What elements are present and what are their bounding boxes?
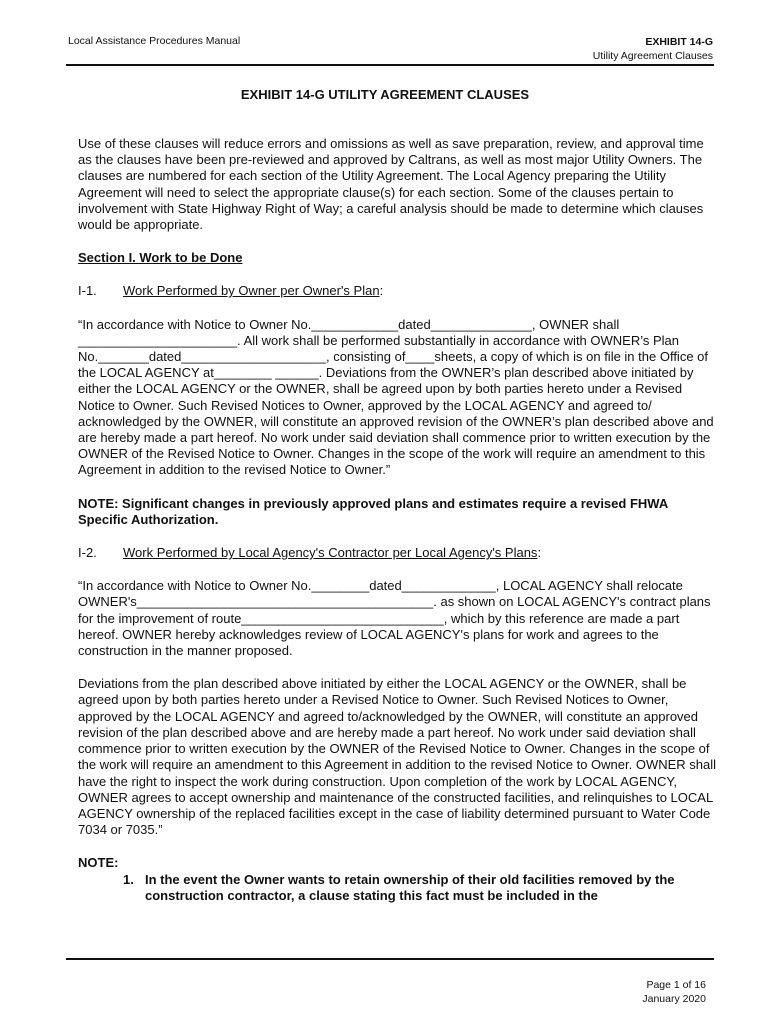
clause-title-wrap <box>123 545 541 561</box>
footer-divider <box>66 958 714 960</box>
note-item-number: 1. <box>123 871 134 887</box>
page-footer <box>642 978 706 1006</box>
manual-title: Local Assistance Procedures Manual <box>68 35 241 47</box>
clause-title: Work Performed by Owner per Owner's Plan <box>123 283 380 299</box>
clause-title-wrap <box>123 283 383 299</box>
clause-title-suffix: : <box>379 283 384 299</box>
running-header <box>593 35 713 63</box>
section-heading: Section I. Work to be Done <box>78 250 243 266</box>
page-title: EXHIBIT 14-G UTILITY AGREEMENT CLAUSES <box>240 87 530 102</box>
note-item-text: In the event the Owner wants to retain ownership of their old facilities removed by the construction contractor, a clause stating this fact must be included in the <box>145 871 675 903</box>
document-body <box>78 136 720 904</box>
intro-paragraph: Use of these clauses will reduce errors and omissions as well as save preparation, review, and approval time as the clauses have been pre-reviewed and approved by Caltrans, as well as most major Utility Owners. The clauses are numbered for each section of the Utility Agreement. The Local Agency preparing the Utility Agreement will need to select the appropriate clause(s) for each section. Some of the clauses pertain to involvement with State Highway Right of Way; a careful analysis should be made to determine which clauses would be appropriate. <box>78 136 704 233</box>
clause-paragraph: “In accordance with Notice to Owner No.________dated_____________, LOCAL AGENCY shall relocate OWNER's_________________________________________. as shown on LOCAL AGENCY's contract plans for the improvement of route____________________________, which by this reference are made a part hereof. OWNER hereby acknowledges review of LOCAL AGENCY's plans for work and agrees to the construction in the manner proposed. <box>78 578 711 659</box>
clause-heading-i-1 <box>78 283 720 299</box>
clause-title: Work Performed by Local Agency's Contractor per Local Agency's Plans <box>123 545 538 561</box>
clause-number: I-1. <box>78 283 97 299</box>
note-list-item <box>123 872 720 904</box>
clause-number: I-2. <box>78 545 97 561</box>
note-label: NOTE: <box>78 855 119 871</box>
page-number: Page 1 of 16 <box>646 979 706 991</box>
revision-date: January 2020 <box>642 993 706 1005</box>
clause-note: NOTE: Significant changes in previously approved plans and estimates require a revised FHWA Specific Authorization. <box>78 495 668 527</box>
exhibit-label: EXHIBIT 14-G <box>645 36 713 48</box>
clause-heading-i-2 <box>78 545 720 561</box>
header-divider <box>66 64 714 66</box>
clause-title-suffix: : <box>537 545 542 561</box>
clause-paragraph: “In accordance with Notice to Owner No.____________dated______________, OWNER shall ______________________. All work shall be performed substantially in accordance with OWNER’s Plan No._______dated____________________, consisting of____sheets, a copy of which is on file in the Office of the LOCAL AGENCY at________ ______. Deviations from the OWNER’s plan described above initiated by either the LOCAL AGENCY or the OWNER, shall be agreed upon by both parties hereto under a Revised Notice to Owner. Such Revised Notices to Owner, approved by the LOCAL AGENCY and agreed to/ acknowledged by the OWNER, will constitute an approved revision of the OWNER’s plan described above and are hereby made a part hereof. No work under said deviation shall commence prior to written execution by the OWNER of the Revised Notice to Owner. Changes in the scope of the work will require an amendment to this Agreement in addition to the revised Notice to Owner.” <box>78 316 714 478</box>
exhibit-subtitle: Utility Agreement Clauses <box>592 50 713 62</box>
clause-paragraph: Deviations from the plan described above initiated by either the LOCAL AGENCY or the OWNER, shall be agreed upon by both parties hereto under a Revised Notice to Owner. Such Revised Notices to Owner, approved by the LOCAL AGENCY and agreed to/acknowledged by the OWNER, will constitute an approved revision of the plan described above and are hereby made a part hereof. No work under said deviation shall commence prior to written execution by the OWNER of the Revised Notice to Owner. Changes in the scope of the work will require an amendment to this Agreement in addition to the revised Notice to Owner. OWNER shall have the right to inspect the work during construction. Upon completion of the work by LOCAL AGENCY, OWNER agrees to accept ownership and maintenance of the constructed facilities, and relinquishes to LOCAL AGENCY ownership of the replaced facilities except in the case of liability determined pursuant to Water Code 7034 or 7035.” <box>78 676 717 838</box>
